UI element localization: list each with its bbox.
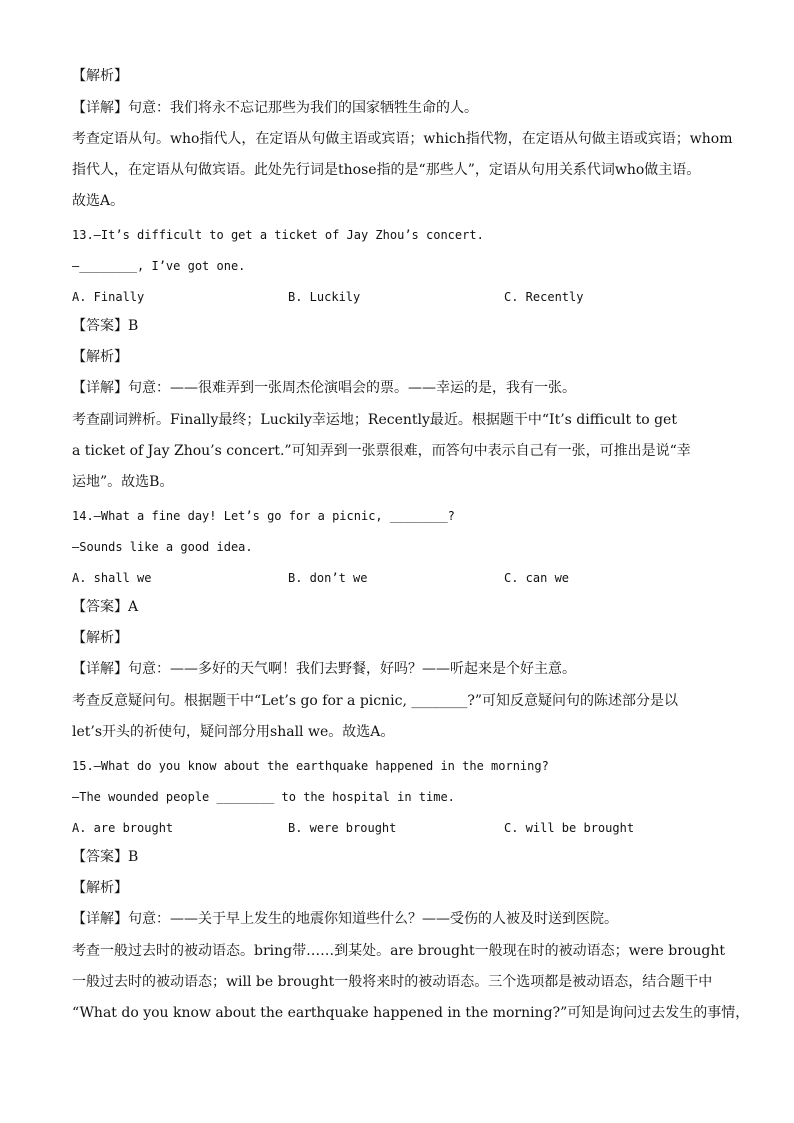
q14-stem-line-2: —Sounds like a good idea.	[72, 540, 253, 554]
q13-option-b: B. Luckily	[288, 290, 361, 304]
q15-analysis-line-3: “What do you know about the earthquake happened in the morning?”可知是询问过去发生的事情，	[72, 1005, 750, 1021]
q15-option-b: B. were brought	[288, 821, 397, 835]
q14-option-c: C. can we	[504, 571, 570, 585]
q14-option-a: A. shall we	[72, 571, 152, 585]
q15-stem-line-1: 15.—What do you know about the earthquake happened in the morning?	[72, 759, 549, 773]
q14-jiexi-label: 【解析】	[72, 630, 128, 646]
q15-xiangjie: 【详解】句意：——关于早上发生的地震你知道些什么？——受伤的人被及时送到医院。	[72, 911, 618, 927]
q14-analysis-line-2: let’s开头的祈使句，疑问部分用shall we。故选A。	[72, 724, 395, 740]
q14-analysis-line-1: 考查反意疑问句。根据题干中“Let’s go for a picnic, ________?”可知反意疑问句的陈述部分是以	[72, 693, 679, 709]
q13-option-a: A. Finally	[72, 290, 145, 304]
q15-jiexi-label: 【解析】	[72, 880, 128, 896]
q13-answer: 【答案】B	[72, 318, 139, 334]
q13-xiangjie: 【详解】句意：——很难弄到一张周杰伦演唱会的票。——幸运的是，我有一张。	[72, 380, 576, 396]
q14-stem-line-1: 14.—What a fine day! Let’s go for a picnic, ________?	[72, 509, 455, 523]
q15-stem-line-2: —The wounded people ________ to the hospital in time.	[72, 790, 455, 804]
q12-analysis-line-2: 指代人，在定语从句做宾语。此处先行词是those指的是“那些人”，定语从句用关系代词who做主语。	[72, 162, 701, 178]
q14-xiangjie: 【详解】句意：——多好的天气啊！我们去野餐，好吗？——听起来是个好主意。	[72, 661, 576, 677]
q12-xiangjie: 【详解】句意：我们将永不忘记那些为我们的国家牺牲生命的人。	[72, 100, 478, 116]
q15-answer: 【答案】B	[72, 849, 139, 865]
q15-analysis-line-1: 考查一般过去时的被动语态。bring带……到某处。are brought一般现在时的被动语态；were brought	[72, 943, 725, 959]
q12-jiexi-label: 【解析】	[72, 68, 128, 84]
q15-option-c: C. will be brought	[504, 821, 635, 835]
q13-stem-line-2: —________, I’ve got one.	[72, 259, 246, 273]
q12-analysis-line-3: 故选A。	[72, 193, 125, 209]
q15-analysis-line-2: 一般过去时的被动语态；will be brought一般将来时的被动语态。三个选项都是被动语态，结合题干中	[72, 974, 713, 990]
q13-jiexi-label: 【解析】	[72, 349, 128, 365]
q13-analysis-line-1: 考查副词辨析。Finally最终；Luckily幸运地；Recently最近。根据题干中“It’s difficult to get	[72, 412, 677, 428]
q13-stem-line-1: 13.—It’s difficult to get a ticket of Jay Zhou’s concert.	[72, 228, 484, 242]
q13-option-c: C. Recently	[504, 290, 584, 304]
q13-analysis-line-2: a ticket of Jay Zhou’s concert.”可知弄到一张票很难，而答句中表示自己有一张，可推出是说“幸	[72, 443, 691, 459]
q12-analysis-line-1: 考查定语从句。who指代人，在定语从句做主语或宾语；which指代物，在定语从句做主语或宾语；whom	[72, 131, 733, 147]
q13-analysis-line-3: 运地”。故选B。	[72, 474, 174, 490]
q14-answer: 【答案】A	[72, 599, 139, 615]
q15-option-a: A. are brought	[72, 821, 174, 835]
q14-option-b: B. don’t we	[288, 571, 368, 585]
